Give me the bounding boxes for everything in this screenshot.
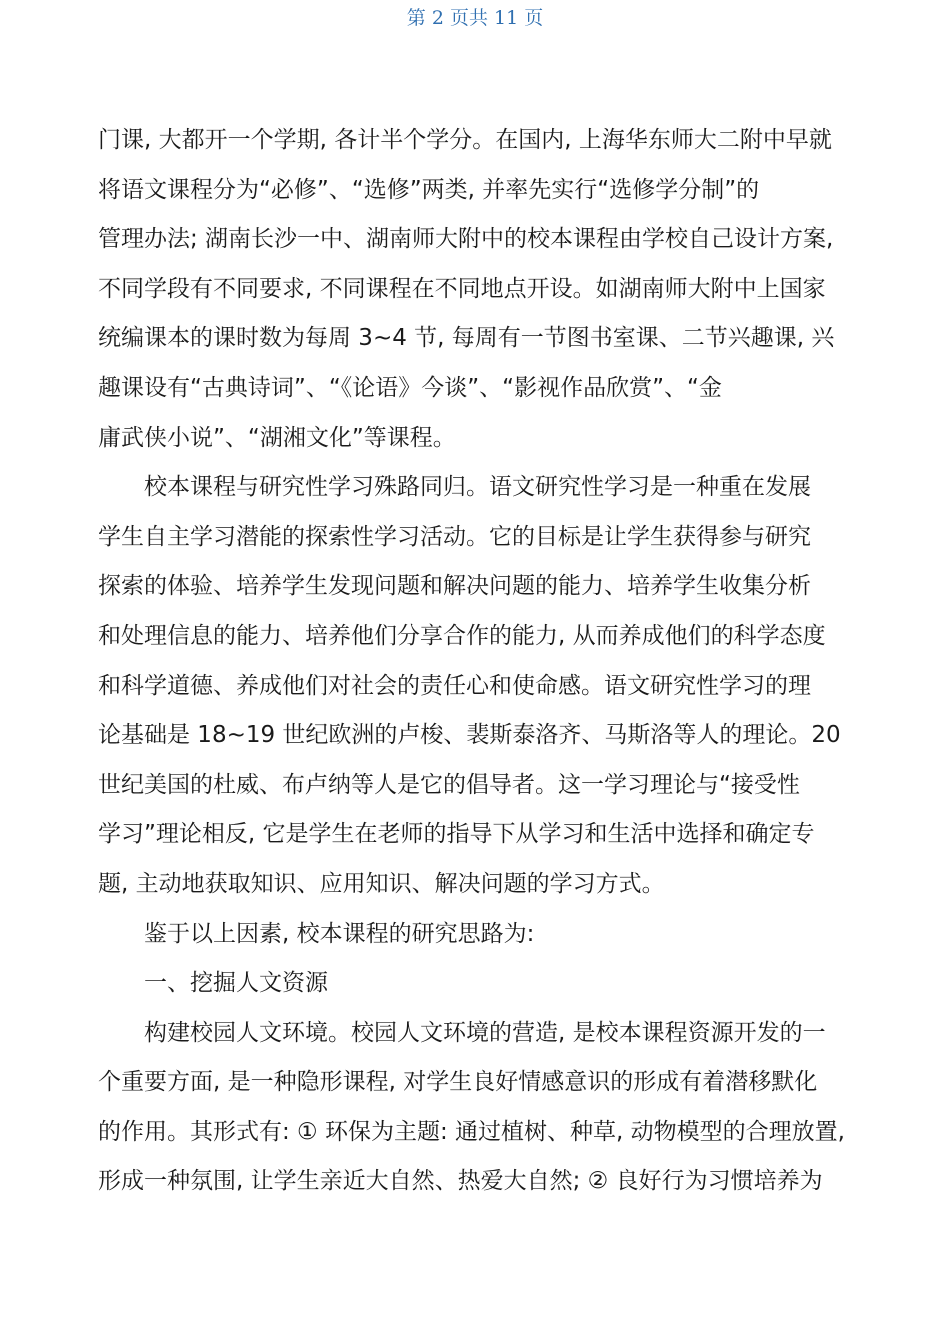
- text-line: 门课, 大都开一个学期, 各计半个学分。在国内, 上海华东师大二附中早就: [98, 127, 832, 153]
- text-line: 不同学段有不同要求, 不同课程在不同地点开设。如湖南师大附中上国家: [98, 275, 826, 302]
- text-line: 的作用。其形式有: ① 环保为主题: 通过植树、种草, 动物模型的合理放置,: [98, 1118, 845, 1145]
- paragraph-course-examples: [98, 116, 858, 463]
- text-line: 一、挖掘人文资源: [98, 970, 328, 997]
- text-line: 形成一种氛围, 让学生亲近大自然、热爱大自然; ② 良好行为习惯培养为: [98, 1168, 823, 1195]
- document-body: [98, 116, 858, 1207]
- text-line: 和科学道德、养成他们对社会的责任心和使命感。语文研究性学习的理: [98, 672, 811, 699]
- text-line: 将语文课程分为“必修”、“选修”两类, 并率先实行“选修学分制”的: [98, 176, 760, 203]
- text-line: 校本课程与研究性学习殊路同归。语文研究性学习是一种重在发展: [98, 474, 811, 501]
- page-indicator: 第 2 页共 11 页: [406, 7, 544, 29]
- text-line: 探索的体验、培养学生发现问题和解决问题的能力、培养学生收集分析: [98, 573, 811, 600]
- paragraph-research-learning: [98, 463, 858, 909]
- text-line: 论基础是 18~19 世纪欧洲的卢梭、裴斯泰洛齐、马斯洛等人的理论。20: [98, 722, 841, 749]
- paragraph-research-approach: [98, 910, 858, 960]
- text-line: 学生自主学习潜能的探索性学习活动。它的目标是让学生获得参与研究: [98, 523, 811, 550]
- text-line: 构建校园人文环境。校园人文环境的营造, 是校本课程资源开发的一: [98, 1019, 826, 1046]
- text-line: 管理办法; 湖南长沙一中、湖南师大附中的校本课程由学校自己设计方案,: [98, 226, 834, 253]
- text-line: 庸武侠小说”、“湖湘文化”等课程。: [98, 424, 456, 451]
- paragraph-campus-environment: [98, 1009, 858, 1207]
- text-line: 学习”理论相反, 它是学生在老师的指导下从学习和生活中选择和确定专: [98, 821, 815, 848]
- text-line: 和处理信息的能力、培养他们分享合作的能力, 从而养成他们的科学态度: [98, 622, 826, 649]
- text-line: 个重要方面, 是一种隐形课程, 对学生良好情感意识的形成有着潜移默化: [98, 1069, 818, 1096]
- section-heading: [98, 959, 858, 1009]
- text-line: 统编课本的课时数为每周 3~4 节, 每周有一节图书室课、二节兴趣课, 兴: [98, 325, 835, 352]
- text-line: 题, 主动地获取知识、应用知识、解决问题的学习方式。: [98, 870, 665, 897]
- text-line: 世纪美国的杜威、布卢纳等人是它的倡导者。这一学习理论与“接受性: [98, 771, 800, 798]
- text-line: 趣课设有“古典诗词”、“《论语》今谈”、“影视作品欣赏”、“金: [98, 374, 722, 401]
- text-line: 鉴于以上因素, 校本课程的研究思路为:: [98, 920, 535, 947]
